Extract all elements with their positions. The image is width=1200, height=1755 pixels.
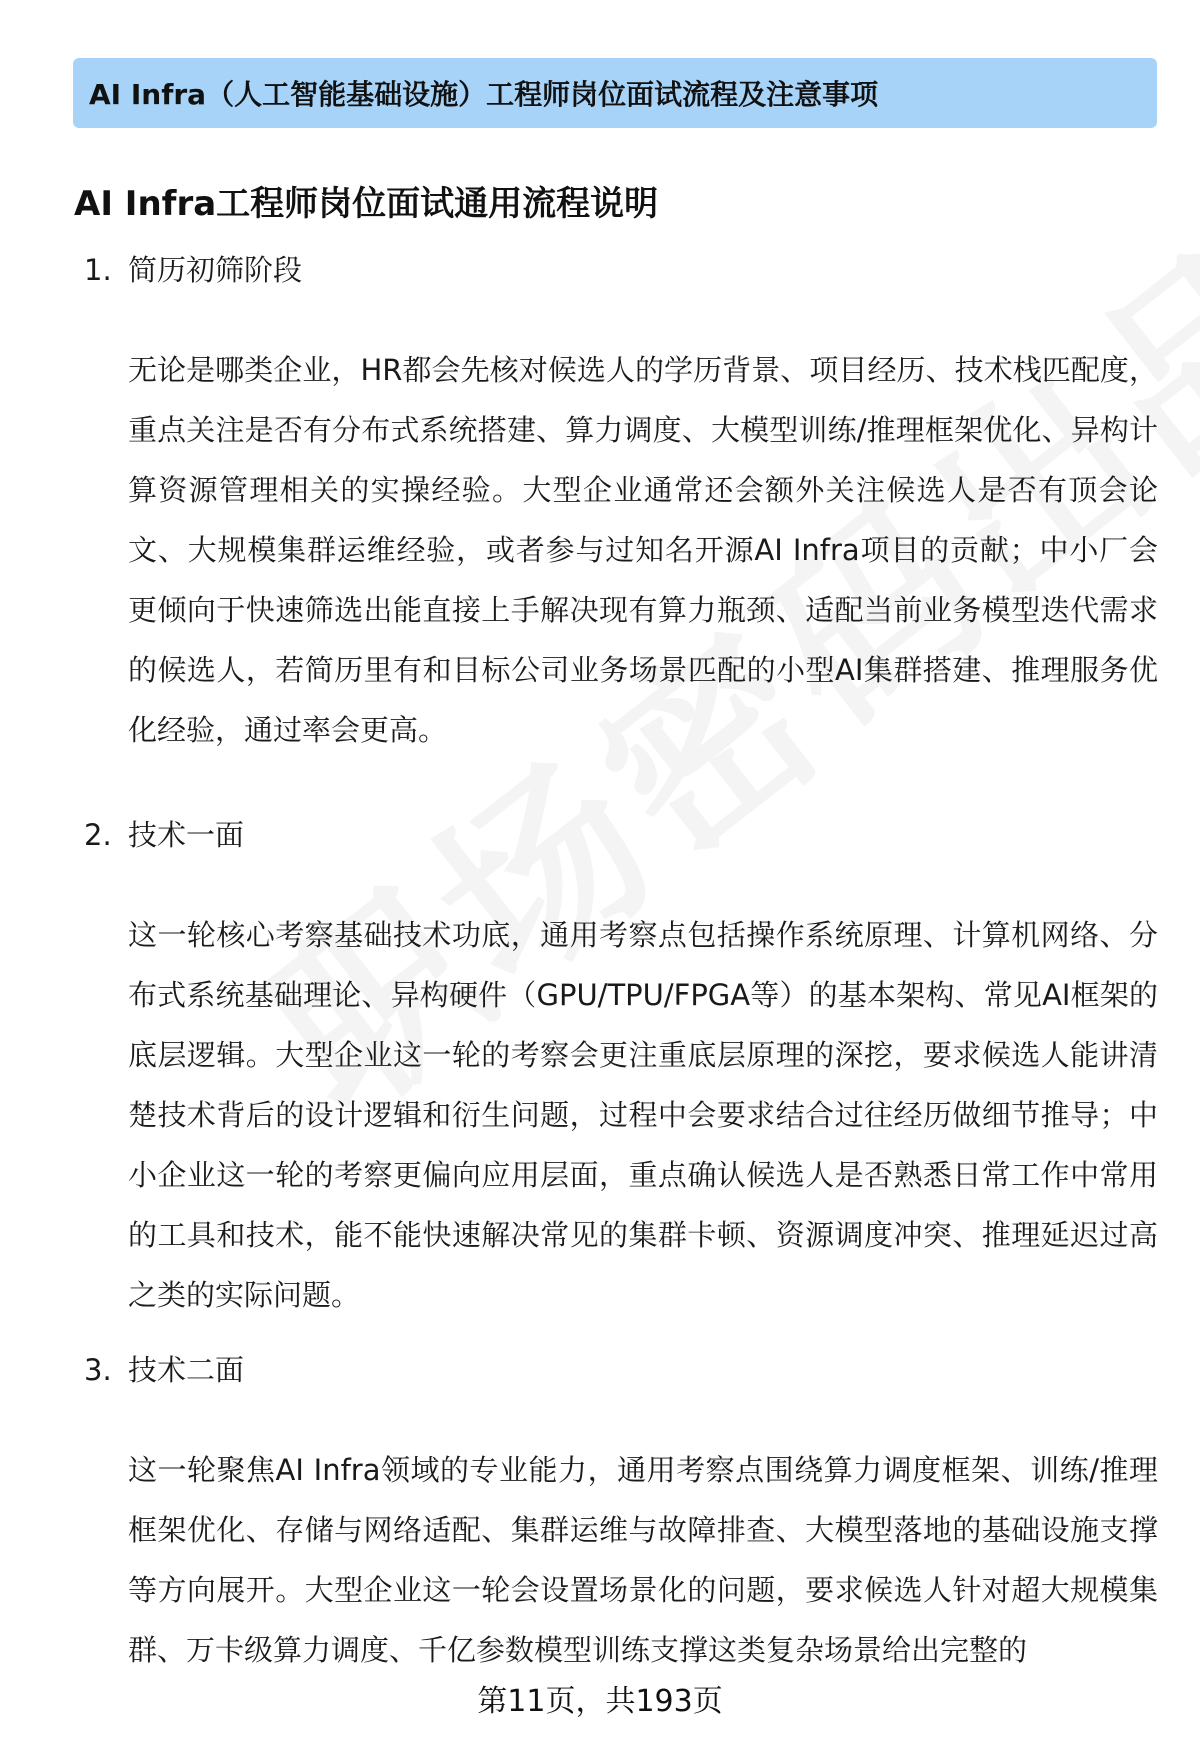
stage-heading bbox=[84, 1350, 1164, 1390]
document-header-banner bbox=[73, 58, 1157, 128]
stage-number: 2. bbox=[84, 818, 112, 852]
stage-heading bbox=[84, 250, 1164, 290]
stage-3 bbox=[84, 1350, 1164, 1680]
stage-body: 这一轮核心考察基础技术功底，通用考察点包括操作系统原理、计算机网络、分布式系统基础理论、异构硬件（GPU/TPU/FPGA等）的基本架构、常见AI框架的底层逻辑。大型企业这一轮的考察会更注重底层原理的深挖，要求候选人能讲清楚技术背后的设计逻辑和衍生问题，过程中会要求结合过往经历做细节推导；中小企业这一轮的考察更偏向应用层面，重点确认候选人是否熟悉日常工作中常用的工具和技术，能不能快速解决常见的集群卡顿、资源调度冲突、推理延迟过高之类的实际问题。 bbox=[128, 918, 1158, 1312]
section-title: AI Infra工程师岗位面试通用流程说明 bbox=[74, 184, 659, 224]
stage-number: 1. bbox=[84, 253, 112, 287]
document-title: AI Infra（人工智能基础设施）工程师岗位面试流程及注意事项 bbox=[89, 78, 879, 111]
stage-body: 无论是哪类企业，HR都会先核对候选人的学历背景、项目经历、技术栈匹配度，重点关注是否有分布式系统搭建、算力调度、大模型训练/推理框架优化、异构计算资源管理相关的实操经验。大型企业通常还会额外关注候选人是否有顶会论文、大规模集群运维经验，或者参与过知名开源AI Infra项目的贡献；中小厂会更倾向于快速筛选出能直接上手解决现有算力瓶颈、适配当前业务模型迭代需求的候选人，若简历里有和目标公司业务场景匹配的小型AI集群搭建、推理服务优化经验，通过率会更高。 bbox=[128, 353, 1158, 747]
stage-body: 这一轮聚焦AI Infra领域的专业能力，通用考察点围绕算力调度框架、训练/推理框架优化、存储与网络适配、集群运维与故障排查、大模型落地的基础设施支撑等方向展开。大型企业这一轮会设置场景化的问题，要求候选人针对超大规模集群、万卡级算力调度、千亿参数模型训练支撑这类复杂场景给出完整的 bbox=[128, 1453, 1158, 1667]
stage-2 bbox=[84, 815, 1164, 1325]
stage-heading-text: 简历初筛阶段 bbox=[128, 253, 303, 287]
stage-heading-text: 技术二面 bbox=[128, 1353, 245, 1387]
stage-number: 3. bbox=[84, 1353, 112, 1387]
stage-heading-text: 技术一面 bbox=[128, 818, 245, 852]
stage-1 bbox=[84, 250, 1164, 760]
page-number-footer: 第11页，共193页 bbox=[477, 1684, 723, 1719]
stage-heading bbox=[84, 815, 1164, 855]
